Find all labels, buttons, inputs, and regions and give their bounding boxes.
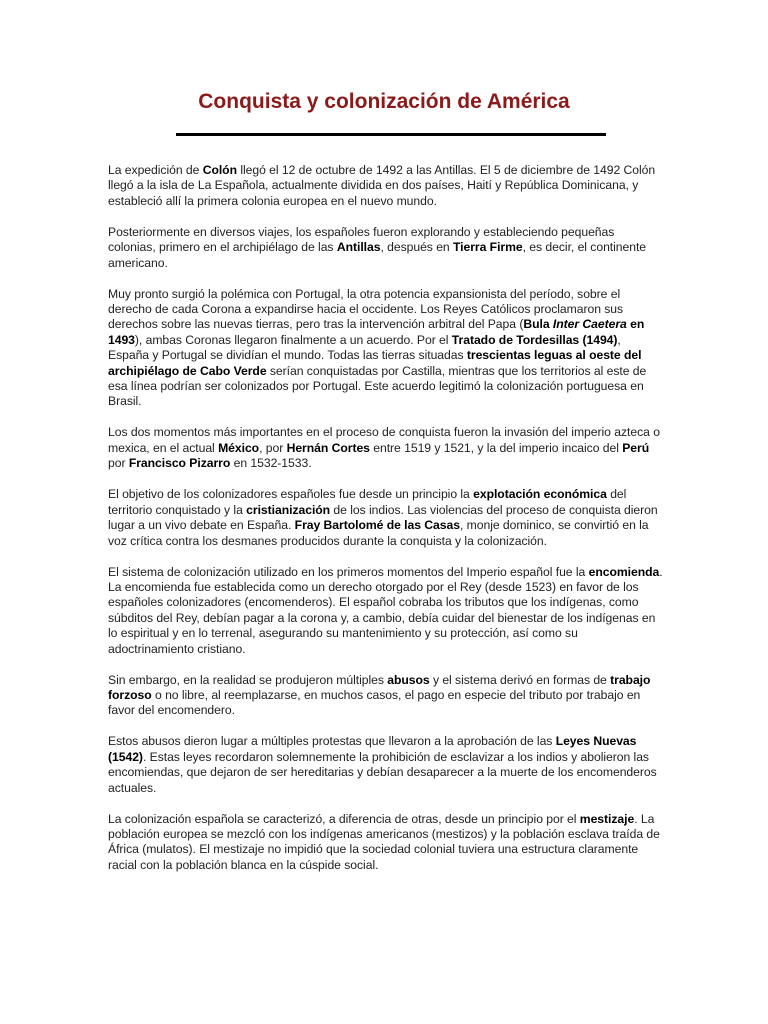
emphasis-text: en 1493: [108, 317, 645, 347]
paragraph-4: [108, 425, 664, 471]
body-text: , monje dominico, se convirtió en la voz crítica contra los desmanes producidos durante la conquista y la colonización.: [108, 518, 649, 548]
emphasis-text: cristianización: [246, 502, 331, 517]
paragraph-6: [108, 565, 664, 657]
emphasis-text: Inter Caetera: [552, 317, 627, 332]
body-text: de los indios. Las violencias del proceso de conquista dieron lugar a un vivo debate en España.: [108, 502, 658, 533]
body-text: , después en: [380, 240, 453, 255]
emphasis-text: abusos: [387, 672, 430, 687]
body-text: Los dos momentos más importantes en el proceso de conquista fueron la invasión del imperio azteca o mexica, en el actual: [108, 425, 660, 455]
paragraph-7: [108, 673, 664, 719]
emphasis-text: Tratado de Tordesillas (1494): [451, 332, 618, 347]
body-text: por: [108, 456, 129, 471]
body-text: La expedición de: [108, 163, 203, 177]
body-text: . La encomienda fue establecida como un derecho otorgado por el Rey (desde 1523) en favor de los españoles colonizadores (encomenderos). El español cobraba los tributos que los indígenas, como súbditos del Rey, debían pagar a la corona y, a cambio, debía cuidar del bienestar de los indígenas en lo espiritual y en lo terrenal, asegurando su mantenimiento y su protección, así como su adoctrinamiento cristiano.: [108, 564, 663, 656]
body-text: entre 1519 y 1521, y la del imperio incaico del: [369, 440, 623, 455]
body-text: Posteriormente en diversos viajes, los españoles fueron explorando y estableciendo pequeñas colonias, primero en el archipiélago de las: [108, 224, 615, 255]
body-text: en 1532-1533.: [230, 456, 312, 471]
body-text: Muy pronto surgió la polémica con Portugal, la otra potencia expansionista del período, sobre el derecho de cada Corona a expandirse hacia el occidente. Los Reyes Católicos proclamaron sus derechos sobre las nuevas tierras, pero tras la intervención arbitral del Papa (: [108, 286, 624, 332]
body-text: Estos abusos dieron lugar a múltiples protestas que llevaron a la aprobación de las: [108, 734, 556, 749]
emphasis-text: Hernán Cortes: [286, 440, 370, 455]
emphasis-text: trabajo forzoso: [108, 672, 651, 702]
article-body: [108, 163, 664, 889]
emphasis-text: encomienda: [588, 564, 660, 579]
body-text: La colonización española se caracterizó, a diferencia de otras, desde un principio por el: [108, 811, 580, 826]
emphasis-text: explotación económica: [473, 487, 607, 502]
title-divider: [176, 133, 606, 136]
paragraph-1: [108, 163, 664, 209]
emphasis-text: Antillas: [336, 240, 381, 255]
body-text: y el sistema derivó en formas de: [429, 672, 611, 687]
body-text: llegó el 12 de octubre de 1492 a las Antillas. El 5 de diciembre de 1492 Colón llegó a la isla de La Española, actualmente dividida en dos países, Haití y República Dominicana, y estableció allí la primera colonia europea en el nuevo mundo.: [108, 163, 656, 208]
emphasis-text: Colón: [202, 163, 237, 177]
emphasis-text: mestizaje: [579, 811, 635, 826]
emphasis-text: Tierra Firme: [452, 240, 523, 255]
body-text: El objetivo de los colonizadores españoles fue desde un principio la: [108, 487, 474, 502]
page-title: Conquista y colonización de América: [198, 90, 570, 113]
body-text: . La población europea se mezcló con los indígenas americanos (mestizos) y la población esclava traída de África (mulatos). El mestizaje no impidió que la sociedad colonial tuviera una estructura claramente racial con la población blanca en la cúspide social.: [108, 811, 660, 872]
body-text: del territorio conquistado y la: [108, 487, 627, 517]
body-text: , España y Portugal se dividían el mundo. Todas las tierras situadas: [108, 332, 621, 363]
paragraph-5: [108, 487, 664, 549]
emphasis-text: Bula: [523, 317, 553, 332]
body-text: . Estas leyes recordaron solemnemente la prohibición de esclavizar a los indios y abolieron las encomiendas, que dejaron de ser hereditarias y debían desaparecer a la muerte de los encomenderos actuales.: [108, 749, 657, 795]
emphasis-text: trescientas leguas al oeste del archipiélago de Cabo Verde: [108, 348, 642, 378]
body-text: , es decir, el continente americano.: [108, 240, 647, 270]
body-text: ), ambas Coronas llegaron finalmente a un acuerdo. Por el: [134, 332, 452, 347]
body-text: El sistema de colonización utilizado en los primeros momentos del Imperio español fue la: [108, 564, 589, 579]
body-text: serían conquistadas por Castilla, mientras que los territorios al este de esa línea podrían ser colonizados por Portugal. Este acuerdo legitimó la colonización portuguesa en Brasil.: [108, 363, 647, 409]
body-text: o no libre, al reemplazarse, en muchos casos, el pago en especie del tributo por trabajo en favor del encomendero.: [108, 687, 641, 718]
emphasis-text: Fray Bartolomé de las Casas: [294, 518, 460, 533]
body-text: Sin embargo, en la realidad se produjeron múltiples: [108, 672, 388, 687]
body-text: , por: [259, 440, 287, 455]
emphasis-text: Leyes Nuevas (1542): [108, 734, 637, 764]
paragraph-9: [108, 812, 664, 874]
paragraph-2: [108, 225, 664, 271]
paragraph-3: [108, 287, 664, 410]
paragraph-8: [108, 734, 664, 796]
emphasis-text: Perú: [622, 440, 650, 455]
emphasis-text: México: [218, 440, 260, 455]
emphasis-text: Francisco Pizarro: [128, 456, 231, 471]
